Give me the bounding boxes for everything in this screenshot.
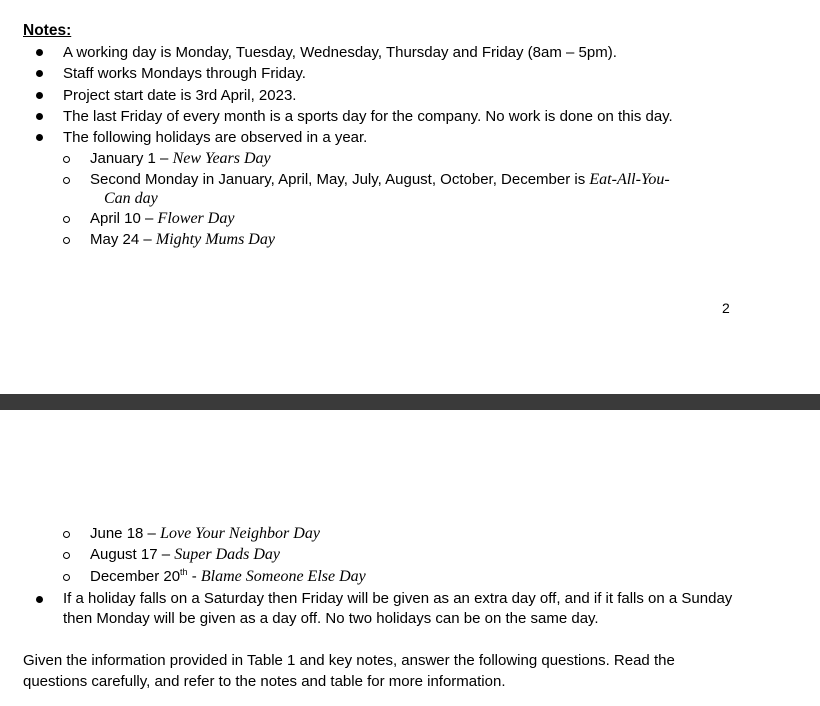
- sub-bullet-icon: [63, 531, 70, 538]
- sub-bullet-icon: [63, 216, 70, 223]
- sub-bullet-icon: [63, 552, 70, 559]
- note-weekend-rule-continuation: then Monday will be given as a day off. No two holidays can be on the same day.: [63, 610, 599, 627]
- holiday-item: May 24 – Mighty Mums Day: [90, 231, 275, 248]
- page-number: 2: [722, 300, 730, 316]
- sub-bullet-icon: [63, 177, 70, 184]
- holiday-item: Second Monday in January, April, May, July, August, October, December is Eat-All-You-: [90, 171, 670, 188]
- holiday-item-continuation: Can day: [104, 190, 158, 207]
- bullet-icon: [36, 596, 43, 603]
- holiday-item: June 18 – Love Your Neighbor Day: [90, 525, 320, 542]
- note-sports-day: The last Friday of every month is a sports day for the company. No work is done on this day.: [63, 108, 673, 125]
- sub-bullet-icon: [63, 156, 70, 163]
- holiday-item: April 10 – Flower Day: [90, 210, 235, 227]
- holiday-item: August 17 – Super Dads Day: [90, 546, 280, 563]
- document-page-2: [0, 410, 820, 706]
- bullet-icon: [36, 70, 43, 77]
- page-separator: [0, 394, 820, 410]
- sub-bullet-icon: [63, 574, 70, 581]
- notes-heading: Notes:: [23, 22, 72, 39]
- note-weekend-rule: If a holiday falls on a Saturday then Friday will be given as an extra day off, and if it falls on a Sunday: [63, 590, 733, 607]
- instructions-paragraph: Given the information provided in Table 1 and key notes, answer the following questions. Read the: [23, 652, 675, 669]
- note-staff-days: Staff works Mondays through Friday.: [63, 65, 306, 82]
- bullet-icon: [36, 49, 43, 56]
- bullet-icon: [36, 113, 43, 120]
- note-holidays-intro: The following holidays are observed in a year.: [63, 129, 368, 146]
- sub-bullet-icon: [63, 237, 70, 244]
- holiday-item: January 1 – New Years Day: [90, 150, 271, 167]
- note-start-date: Project start date is 3rd April, 2023.: [63, 87, 297, 104]
- instructions-paragraph-continuation: questions carefully, and refer to the notes and table for more information.: [23, 673, 506, 690]
- bullet-icon: [36, 134, 43, 141]
- bullet-icon: [36, 92, 43, 99]
- holiday-item: December 20th - Blame Someone Else Day: [90, 567, 366, 585]
- note-working-day: A working day is Monday, Tuesday, Wednesday, Thursday and Friday (8am – 5pm).: [63, 44, 617, 61]
